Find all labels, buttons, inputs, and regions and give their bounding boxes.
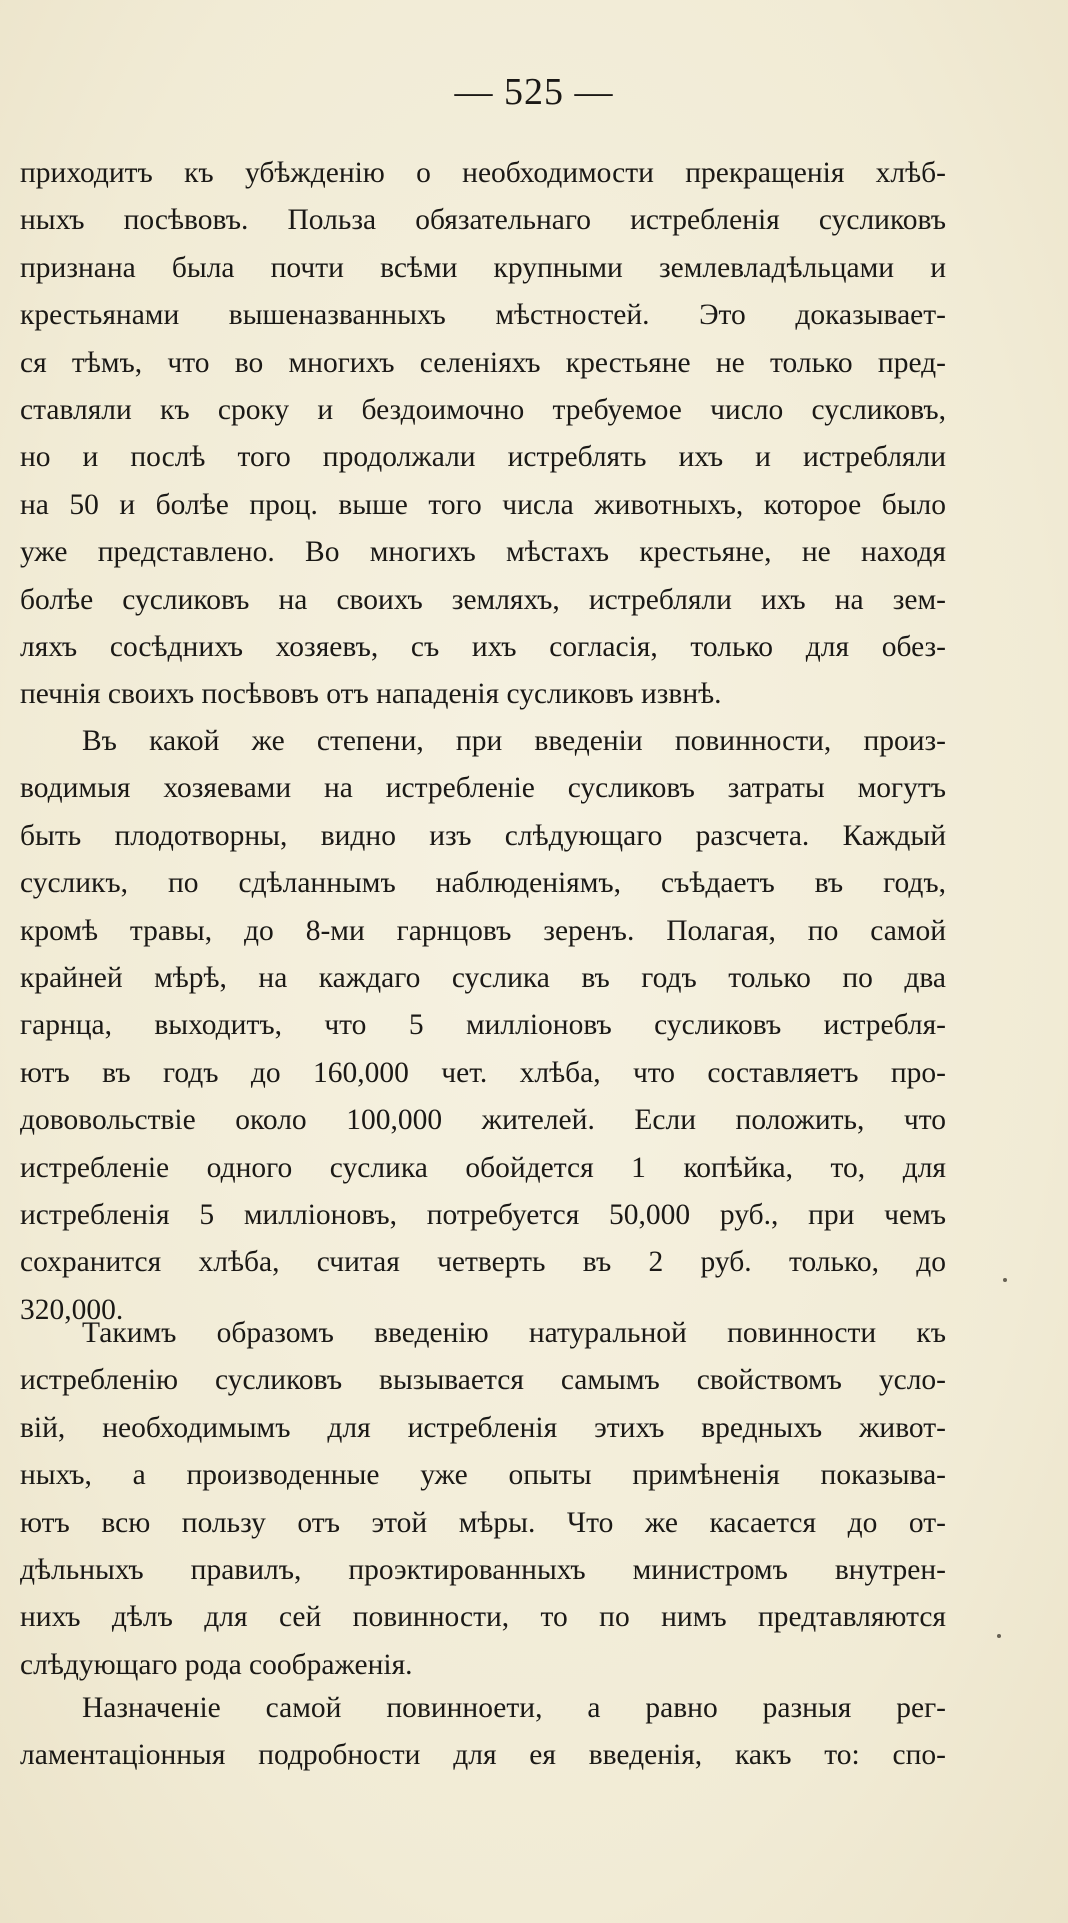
text-line: ныхъ посѣвовъ. Польза обязательнаго истребленія сусликовъ <box>20 204 946 237</box>
text-line: приходитъ къ убѣжденію о необходимости прекращенія хлѣб- <box>20 157 946 189</box>
text-line: истребленія 5 милліоновъ, потребуется 50,000 руб., при чемъ <box>20 1198 946 1231</box>
text-line: 320,000. <box>20 1293 124 1326</box>
text-line: вій, необходимымъ для истребленія этихъ вредныхъ живот- <box>20 1411 946 1444</box>
paragraph-3 <box>20 1310 946 1689</box>
print-speck <box>1003 1278 1007 1282</box>
text-line: ся тѣмъ, что во многихъ селеніяхъ крестьяне не только пред- <box>20 346 946 379</box>
paragraph-4 <box>20 1685 946 1780</box>
text-line: печнія своихъ посѣвовъ отъ нападенія сусликовъ извнѣ. <box>20 678 722 711</box>
text-line: ляхъ сосѣднихъ хозяевъ, съ ихъ согласія, только для обез- <box>20 630 946 663</box>
text-line: ныхъ, а производенные уже опыты примѣненія показыва- <box>20 1459 946 1492</box>
text-line: но и послѣ того продолжали истреблять ихъ и истребляли <box>20 441 946 474</box>
text-line: болѣе сусликовъ на своихъ земляхъ, истребляли ихъ на зем- <box>20 583 946 616</box>
text-line: ламентаціонныя подробности для ея введенія, какъ то: спо- <box>20 1739 946 1772</box>
text-line: ютъ въ годъ до 160,000 чет. хлѣба, что составляетъ про- <box>20 1056 946 1089</box>
text-line: быть плодотворны, видно изъ слѣдующаго разсчета. Каждый <box>20 819 946 852</box>
paragraph-2 <box>20 718 946 1334</box>
text-line: уже представлено. Во многихъ мѣстахъ крестьяне, не находя <box>20 536 946 569</box>
text-line: гарнца, выходитъ, что 5 милліоновъ сусликовъ истребля- <box>20 1009 946 1042</box>
text-line: нихъ дѣлъ для сей повинности, то по нимъ предтавляются <box>20 1601 946 1634</box>
text-line: истребленію сусликовъ вызывается самымъ свойствомъ усло- <box>20 1364 946 1397</box>
text-line: кромѣ травы, до 8-ми гарнцовъ зеренъ. Полагая, по самой <box>20 914 946 947</box>
text-line: признана была почти всѣми крупными землевладѣльцами и <box>20 251 946 284</box>
text-line: слѣдующаго рода соображенія. <box>20 1648 413 1681</box>
text-line: крестьянами вышеназванныхъ мѣстностей. Это доказывает- <box>20 299 946 332</box>
text-line: сусликъ, по сдѣланнымъ наблюденіямъ, съѣдаетъ въ годъ, <box>20 867 946 900</box>
text-line: дѣльныхъ правилъ, проэктированныхъ министромъ внутрен- <box>20 1553 946 1586</box>
text-line: ютъ всю пользу отъ этой мѣры. Что же касается до от- <box>20 1506 946 1539</box>
text-line: на 50 и болѣе проц. выше того числа животныхъ, которое было <box>20 488 946 521</box>
text-line: Въ какой же степени, при введеніи повинности, произ- <box>82 725 946 757</box>
print-speck <box>997 1634 1001 1638</box>
text-line: сохранится хлѣба, считая четверть въ 2 руб. только, до <box>20 1246 946 1279</box>
text-line: водимыя хозяевами на истребленіе сусликовъ затраты могутъ <box>20 772 946 805</box>
text-line: дововольствіе около 100,000 жителей. Если положить, что <box>20 1104 946 1137</box>
paragraph-1 <box>20 150 946 719</box>
text-line: Такимъ образомъ введенію натуральной повинности къ <box>82 1317 946 1349</box>
text-line: истребленіе одного суслика обойдется 1 копѣйка, то, для <box>20 1151 946 1184</box>
page-number: — 525 — <box>454 71 614 113</box>
text-line: ставляли къ сроку и бездоимочно требуемое число сусликовъ, <box>20 393 946 426</box>
text-line: крайней мѣрѣ, на каждаго суслика въ годъ только по два <box>20 961 946 994</box>
text-line: Назначеніе самой повинноети, а равно разныя рег- <box>82 1692 946 1724</box>
